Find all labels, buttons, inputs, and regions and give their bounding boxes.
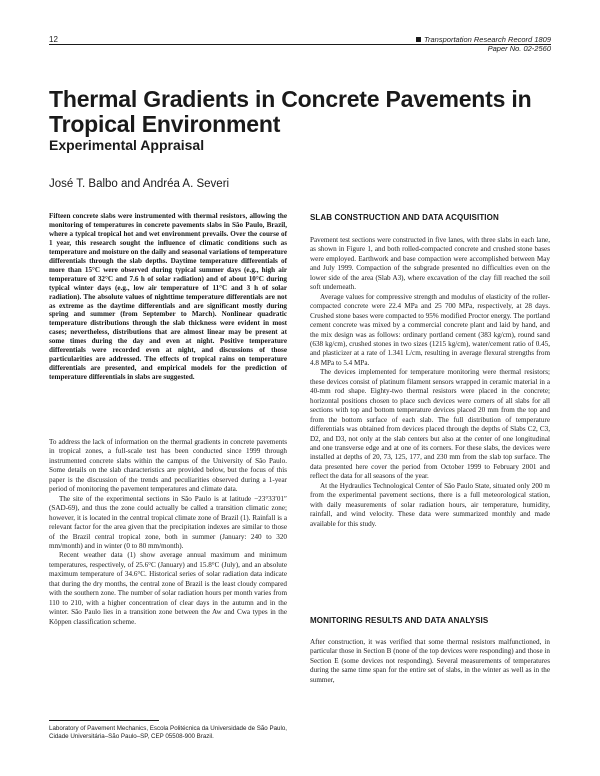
slab-construction-body: [310, 236, 550, 529]
body-paragraph: At the Hydraulics Technological Center of São Paulo State, situated only 200 m from the experimental pavement sections, there is a full meteorological station, with daily measurements of solar radiation hours, air temperature, humidity, rainfall, and wind velocity. These data were summarized monthly and made available for this study.: [310, 481, 550, 528]
authors: José T. Balbo and Andréa A. Severi: [49, 178, 230, 190]
abstract: Fifteen concrete slabs were instrumented with thermal resistors, allowing the monitoring of temperatures in concrete pavements slabs in São Paulo, Brazil, where a typical tropical hot and wet environment prevails. Over the course of 1 year, this research sought the influence of climatic conditions such as temperature and moisture on the daily and seasonal variations of temperature differentials through the slab depths. Daytime temperature differentials of more than 15°C were observed during typical summer days (e.g., high air temperature of 32°C and 7.6 h of solar radiation) and of about 10°C during typical winter days (e.g., low air temperature of 11°C and 3 h of solar radiation). The absolute values of nighttime temperature differentials are not as extreme as the daytime differentials and are significant mostly during spring and summer (from September to March). Nonlinear quadratic temperature distributions through the slab thickness were evident in most cases; nevertheless, distributions that are almost linear may be present at some times during the day and even at night. Positive temperature differentials were recorded even at night, and discussions of those particularities are addressed. The effects of tropical rains on temperature differentials are presented, and empirical models for the prediction of temperature differentials in slabs are suggested.: [49, 212, 287, 382]
body-paragraph: Average values for compressive strength and modulus of elasticity of the roller-compacted concrete were 22.4 MPa and 25 700 MPa, respectively, at 28 days. Crushed stone bases were compacted to 95% modified Proctor energy. The portland cement concrete was mixed by a commercial concrete plant and laid by hand, and the mix design was as follows: ordinary portland cement (383 kg/cm), round sand (638 kg/cm), crushed stones in two sizes (1215 kg/cm), water/cement ratio of 0.45, and plasticizer at a rate of 1.341 L/cm, resulting in average flexural strengths from 4.8 MPa to 5.4 MPa.: [310, 292, 550, 367]
footnote-rule: [49, 720, 159, 721]
paper-subtitle: Experimental Appraisal: [49, 137, 205, 153]
header-rule: [49, 44, 551, 45]
journal-name: Transportation Research Record 1809: [423, 35, 551, 44]
monitoring-results-body: [310, 638, 550, 685]
section-heading-monitoring-results: MONITORING RESULTS AND DATA ANALYSIS: [310, 616, 489, 625]
intro-paragraph: Recent weather data (1) show average annual maximum and minimum temperatures, respectively, of 25.6°C (January) and 15.8°C (July), and an absolute maximum temperature of 34.6°C. Historical series of solar radiation data indicate that during the dry months, the central zone of Brazil is the least cloudy compared with the southern zone. The number of solar radiation hours per month varies from 110 to 210, with a higher concentration of clear days in the autumn and in the winter. São Paulo lies in a transition zone between the Aw and Cwa types in the Köppen classification scheme.: [49, 551, 287, 626]
section-heading-slab-construction: SLAB CONSTRUCTION AND DATA ACQUISITION: [310, 213, 499, 222]
body-paragraph: After construction, it was verified that some thermal resistors malfunctioned, in particular those in Section B (none of the top devices were responding) and those in Section E (some devices not responding). Several measurements of temperatures during the same time span for the entire set of slabs, in the winter as well as in the summer,: [310, 638, 550, 684]
intro-paragraph: To address the lack of information on the thermal gradients in concrete pavements in tropical zones, a full-scale test has been conducted since 1999 through instrumented concrete slabs within the campus of the University of São Paulo. Some details on the slab characteristics are provided below, but the focus of this paper is the discussion of the trends and peculiarities observed during a 1-year period of monitoring the pavement temperatures and climate data.: [49, 438, 287, 494]
square-bullet-icon: [416, 37, 421, 42]
page-number: 12: [49, 35, 58, 44]
paper-number: Paper No. 02-2560: [487, 44, 551, 53]
intro-paragraph: The site of the experimental sections in São Paulo is at latitude −23°33′01″ (SAD-69), and thus the zone could actually be called a transition climatic zone; however, it is located in the central tropical climate zone of Brazil (1). Rainfall is a relevant factor for the area given that the precipitation indexes are similar to those of the Brazil central tropical zone, both in summer (January: 240 to 320 mm/month) and in winter (0 to 80 mm/month).: [49, 494, 287, 550]
body-paragraph: The devices implemented for temperature monitoring were thermal resistors; these devices consist of platinum filament sensors wrapped in ceramic material in a 40-mm rod shape. Eighty-two thermal resistors were placed in the concrete; horizontal positions chosen to place such devices were corners of all slabs for all sections with top and bottom temperature devices placed 20 mm from the top and from the bottom surface of each slab. The full distribution of temperature differentials was obtained from devices placed through the depths of Slabs C2, C3, D2, and D3, not only at the slab centers but also at the center of one longitudinal and one transverse edge and at one of its corners. For these slabs, the devices were installed at depths of 20, 73, 125, 177, and 230 mm from the slab top surface. The data presented here cover the period from October 1999 to February 2001 and reflect the data for all seasons of the year.: [310, 368, 550, 481]
body-paragraph: Pavement test sections were constructed in five lanes, with three slabs in each lane, as shown in Figure 1, and both rolled-compacted concrete and crushed stone bases were employed. Earthwork and base compaction were accomplished between May and July 1999. Compaction of the subgrade presented no difficulties even on the lower side of the area (Slab A3), where excavation of the clay fill reached the soil soft underneath.: [310, 236, 550, 292]
author-affiliation-footnote: Laboratory of Pavement Mechanics, Escola Politécnica da Universidade de São Paulo, Cidade Universitária–São Paulo–SP, CEP 05508-900 Brazil.: [49, 725, 288, 740]
paper-title: Thermal Gradients in Concrete Pavements in Tropical Environment: [49, 86, 532, 137]
intro-column: [49, 438, 287, 627]
